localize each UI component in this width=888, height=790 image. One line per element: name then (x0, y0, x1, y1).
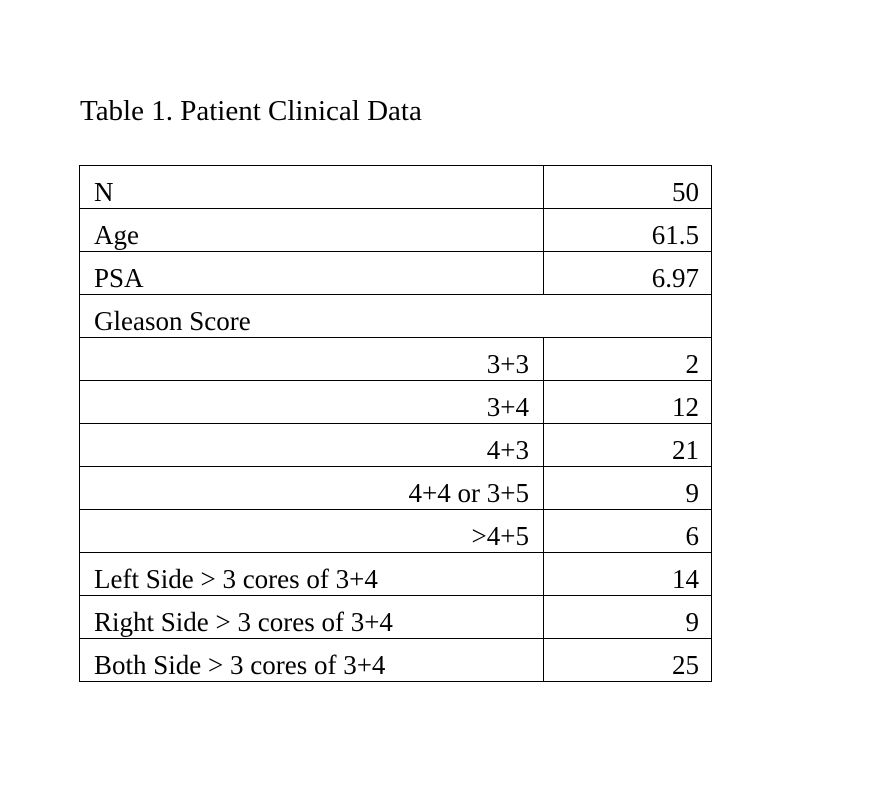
gleason-label: 4+4 or 3+5 (80, 467, 544, 510)
row-value: 14 (544, 553, 712, 596)
row-value: 21 (544, 424, 712, 467)
row-label: Right Side > 3 cores of 3+4 (80, 596, 544, 639)
table-row-gleason-3-4 (80, 381, 712, 424)
row-value: 2 (544, 338, 712, 381)
row-label: Left Side > 3 cores of 3+4 (80, 553, 544, 596)
gleason-label: 4+3 (80, 424, 544, 467)
patient-clinical-data-table (79, 165, 712, 682)
row-value: 25 (544, 639, 712, 682)
table-row-age (80, 209, 712, 252)
row-value: 9 (544, 596, 712, 639)
row-value: 9 (544, 467, 712, 510)
row-label: Age (80, 209, 544, 252)
table-row-gleason-4-3 (80, 424, 712, 467)
table-caption: Table 1. Patient Clinical Data (80, 95, 422, 127)
table-row-left-side (80, 553, 712, 596)
table-row-psa (80, 252, 712, 295)
table-row-gleason-4-4-or-3-5 (80, 467, 712, 510)
table-row-n (80, 166, 712, 209)
row-value: 50 (544, 166, 712, 209)
row-label: N (80, 166, 544, 209)
gleason-label: 3+3 (80, 338, 544, 381)
gleason-label: >4+5 (80, 510, 544, 553)
table-row-gleason-3-3 (80, 338, 712, 381)
table-row-gleason-header (80, 295, 712, 338)
row-value: 6.97 (544, 252, 712, 295)
table-row-right-side (80, 596, 712, 639)
row-label: Both Side > 3 cores of 3+4 (80, 639, 544, 682)
table-row-gleason-gt-4-5 (80, 510, 712, 553)
gleason-label: 3+4 (80, 381, 544, 424)
gleason-score-heading: Gleason Score (80, 295, 712, 338)
table-row-both-side (80, 639, 712, 682)
row-value: 6 (544, 510, 712, 553)
row-value: 12 (544, 381, 712, 424)
row-value: 61.5 (544, 209, 712, 252)
row-label: PSA (80, 252, 544, 295)
